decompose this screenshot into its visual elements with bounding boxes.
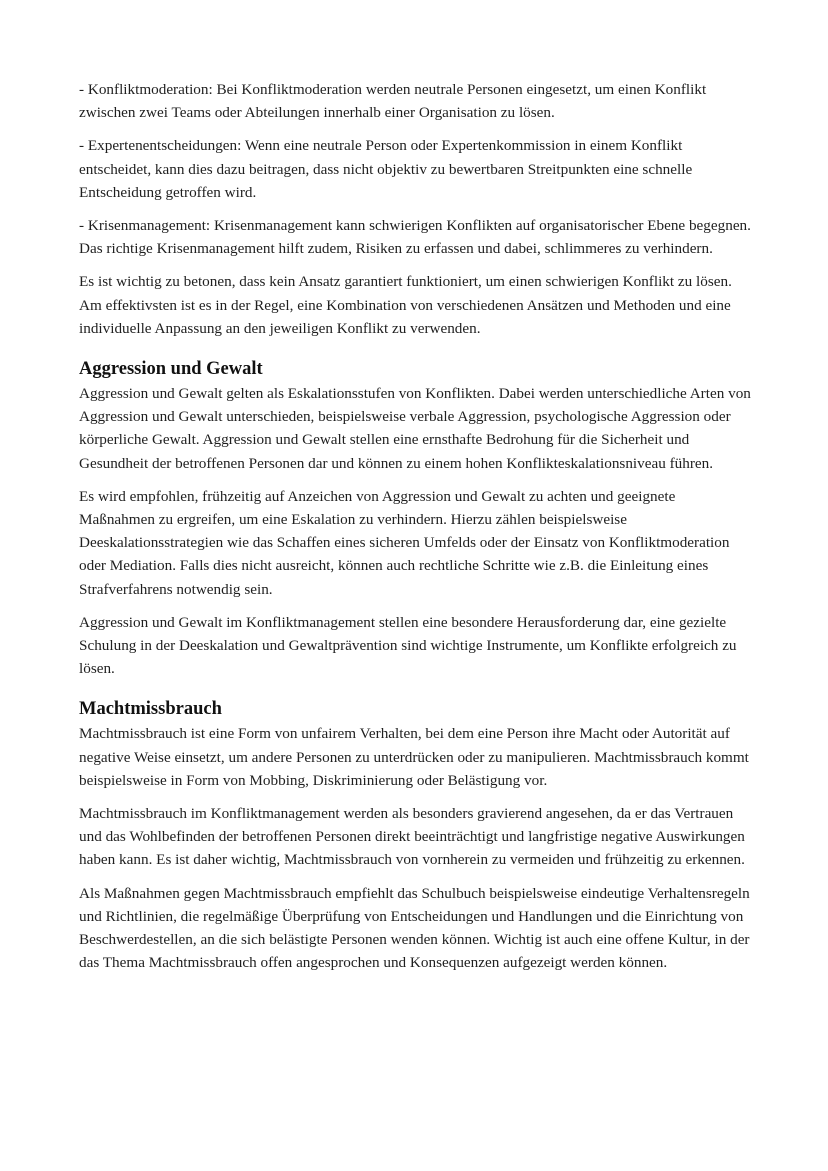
paragraph-machtmissbrauch-definition: Machtmissbrauch ist eine Form von unfairem Verhalten, bei dem eine Person ihre Macht oder Autorität auf negative Weise einsetzt, um andere Personen zu unterdrücken oder zu manipulieren. Machtmissbrauch kommt beispielsweise in Form von Mobbing, Diskriminierung oder Belästigung vor.: [79, 725, 749, 789]
paragraph-konfliktmoderation: - Konfliktmoderation: Bei Konfliktmoderation werden neutrale Personen eingesetzt, um einen Konflikt zwischen zwei Teams oder Abteilungen innerhalb einer Organisation zu lösen.: [79, 81, 707, 122]
paragraph-expertenentscheidungen: - Expertenentscheidungen: Wenn eine neutrale Person oder Expertenkommission in einem Konflikt entscheidet, kann dies dazu beitragen, dass nicht objektiv zu bewertbaren Streitpunkten eine schnelle Entscheidung getroffen wird.: [79, 137, 693, 201]
paragraph-machtmissbrauch-bewertung: Machtmissbrauch im Konfliktmanagement werden als besonders gravierend angesehen, da er das Vertrauen und das Wohlbefinden der betroffenen Personen direkt beeinträchtigt und langfristige negative Auswirkungen haben kann. Es ist daher wichtig, Machtmissbrauch von vornherein zu vermeiden und frühzeitig zu erkennen.: [79, 805, 745, 869]
paragraph-machtmissbrauch-massnahmen: Als Maßnahmen gegen Machtmissbrauch empfiehlt das Schulbuch beispielsweise eindeutige Verhaltensregeln und Richtlinien, die regelmäßige Überprüfung von Entscheidungen und Handlungen und die Einrichtung von Beschwerdestellen, an die sich belästigte Personen wenden können. Wichtig ist auch eine offene Kultur, in der das Thema Machtmissbrauch offen angesprochen und Konsequenzen aufgezeigt werden können.: [79, 884, 750, 972]
paragraph-kombination-ansaetze: Es ist wichtig zu betonen, dass kein Ansatz garantiert funktioniert, um einen schwierigen Konflikt zu lösen. Am effektivsten ist es in der Regel, eine Kombination von verschiedenen Ansätzen und Methoden und eine individuelle Anpassung an den jeweiligen Konflikt zu verwenden.: [79, 273, 732, 337]
document-page: [79, 78, 754, 985]
paragraph-krisenmanagement: - Krisenmanagement: Krisenmanagement kann schwierigen Konflikten auf organisatorischer Ebene begegnen. Das richtige Krisenmanagement hilft zudem, Risiken zu erfassen und dabei, schlimmeres zu verhindern.: [79, 217, 751, 258]
section-heading-aggression: Aggression und Gewalt: [79, 359, 263, 380]
section-heading-machtmissbrauch: Machtmissbrauch: [79, 699, 222, 720]
paragraph-aggression-schulung: Aggression und Gewalt im Konfliktmanagement stellen eine besondere Herausforderung dar, eine gezielte Schulung in der Deeskalation und Gewaltprävention sind wichtige Instrumente, um Konflikte erfolgreich zu lösen.: [79, 613, 737, 678]
paragraph-aggression-definition: Aggression und Gewalt gelten als Eskalationsstufen von Konflikten. Dabei werden unterschiedliche Arten von Aggression und Gewalt unterschieden, beispielsweise verbale Aggression, psychologische Aggression oder körperliche Gewalt. Aggression und Gewalt stellen eine ernsthafte Bedrohung für die Sicherheit und Gesundheit der betroffenen Personen dar und können zu einem hohen Konflikteskalationsniveau führen.: [79, 385, 751, 472]
paragraph-aggression-massnahmen: Es wird empfohlen, frühzeitig auf Anzeichen von Aggression und Gewalt zu achten und geeignete Maßnahmen zu ergreifen, um eine Eskalation zu verhindern. Hierzu zählen beispielsweise Deeskalationsstrategien wie das Schaffen eines sicheren Umfelds oder der Einsatz von Konfliktmoderation oder Mediation. Falls dies nicht ausreicht, können auch rechtliche Schritte wie z.B. die Einleitung eines Strafverfahrens notwendig sein.: [79, 487, 730, 598]
